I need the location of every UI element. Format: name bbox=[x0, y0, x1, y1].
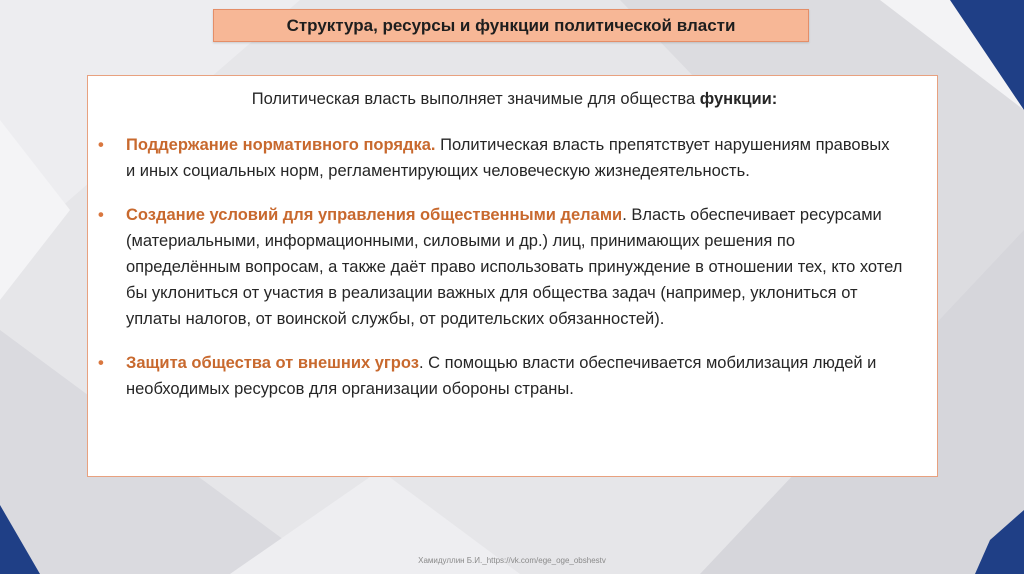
slide-title-bar bbox=[213, 9, 809, 42]
function-title-period: . bbox=[430, 136, 436, 154]
function-title: Защита общества от внешних угроз bbox=[126, 354, 419, 372]
function-description: Власть обеспечивает ресурсами (материальными, информационными, силовыми и др.) лиц, принимающих решения по определённым вопросам, а также даёт право использовать принуждение в отношении тех, кто хотел бы уклониться от участия в реализации важных для общества задач (например, уклониться от уплаты налогов, от воинской службы, от родительских обязанностей). bbox=[126, 206, 903, 328]
footer-credit: Хамидуллин Б.И._https://vk.com/ege_oge_obshestv bbox=[418, 556, 606, 565]
list-item bbox=[98, 350, 903, 402]
bullet-icon: • bbox=[98, 206, 104, 224]
intro-paragraph bbox=[126, 86, 903, 112]
content-panel bbox=[87, 75, 938, 477]
function-description: С помощью власти обеспечивается мобилизация людей и необходимых ресурсов для организации обороны страны. bbox=[126, 354, 877, 398]
intro-bold-term: функции: bbox=[699, 90, 778, 108]
function-title-period: . bbox=[418, 354, 424, 372]
function-description: Политическая власть препятствует нарушениям правовых и иных социальных норм, регламентирующих человеческую жизнедеятельность. bbox=[126, 136, 890, 180]
function-title-period: . bbox=[622, 206, 627, 224]
intro-text: Политическая власть выполняет значимые для общества bbox=[251, 90, 700, 108]
bullet-icon: • bbox=[98, 136, 104, 154]
slide-title: Структура, ресурсы и функции политической власти bbox=[286, 15, 736, 35]
list-item bbox=[98, 202, 903, 332]
list-item bbox=[98, 132, 903, 184]
function-title: Поддержание нормативного порядка bbox=[126, 136, 431, 154]
bullet-icon: • bbox=[98, 354, 104, 372]
functions-list bbox=[98, 132, 903, 402]
function-title: Создание условий для управления общественными делами bbox=[126, 206, 623, 224]
